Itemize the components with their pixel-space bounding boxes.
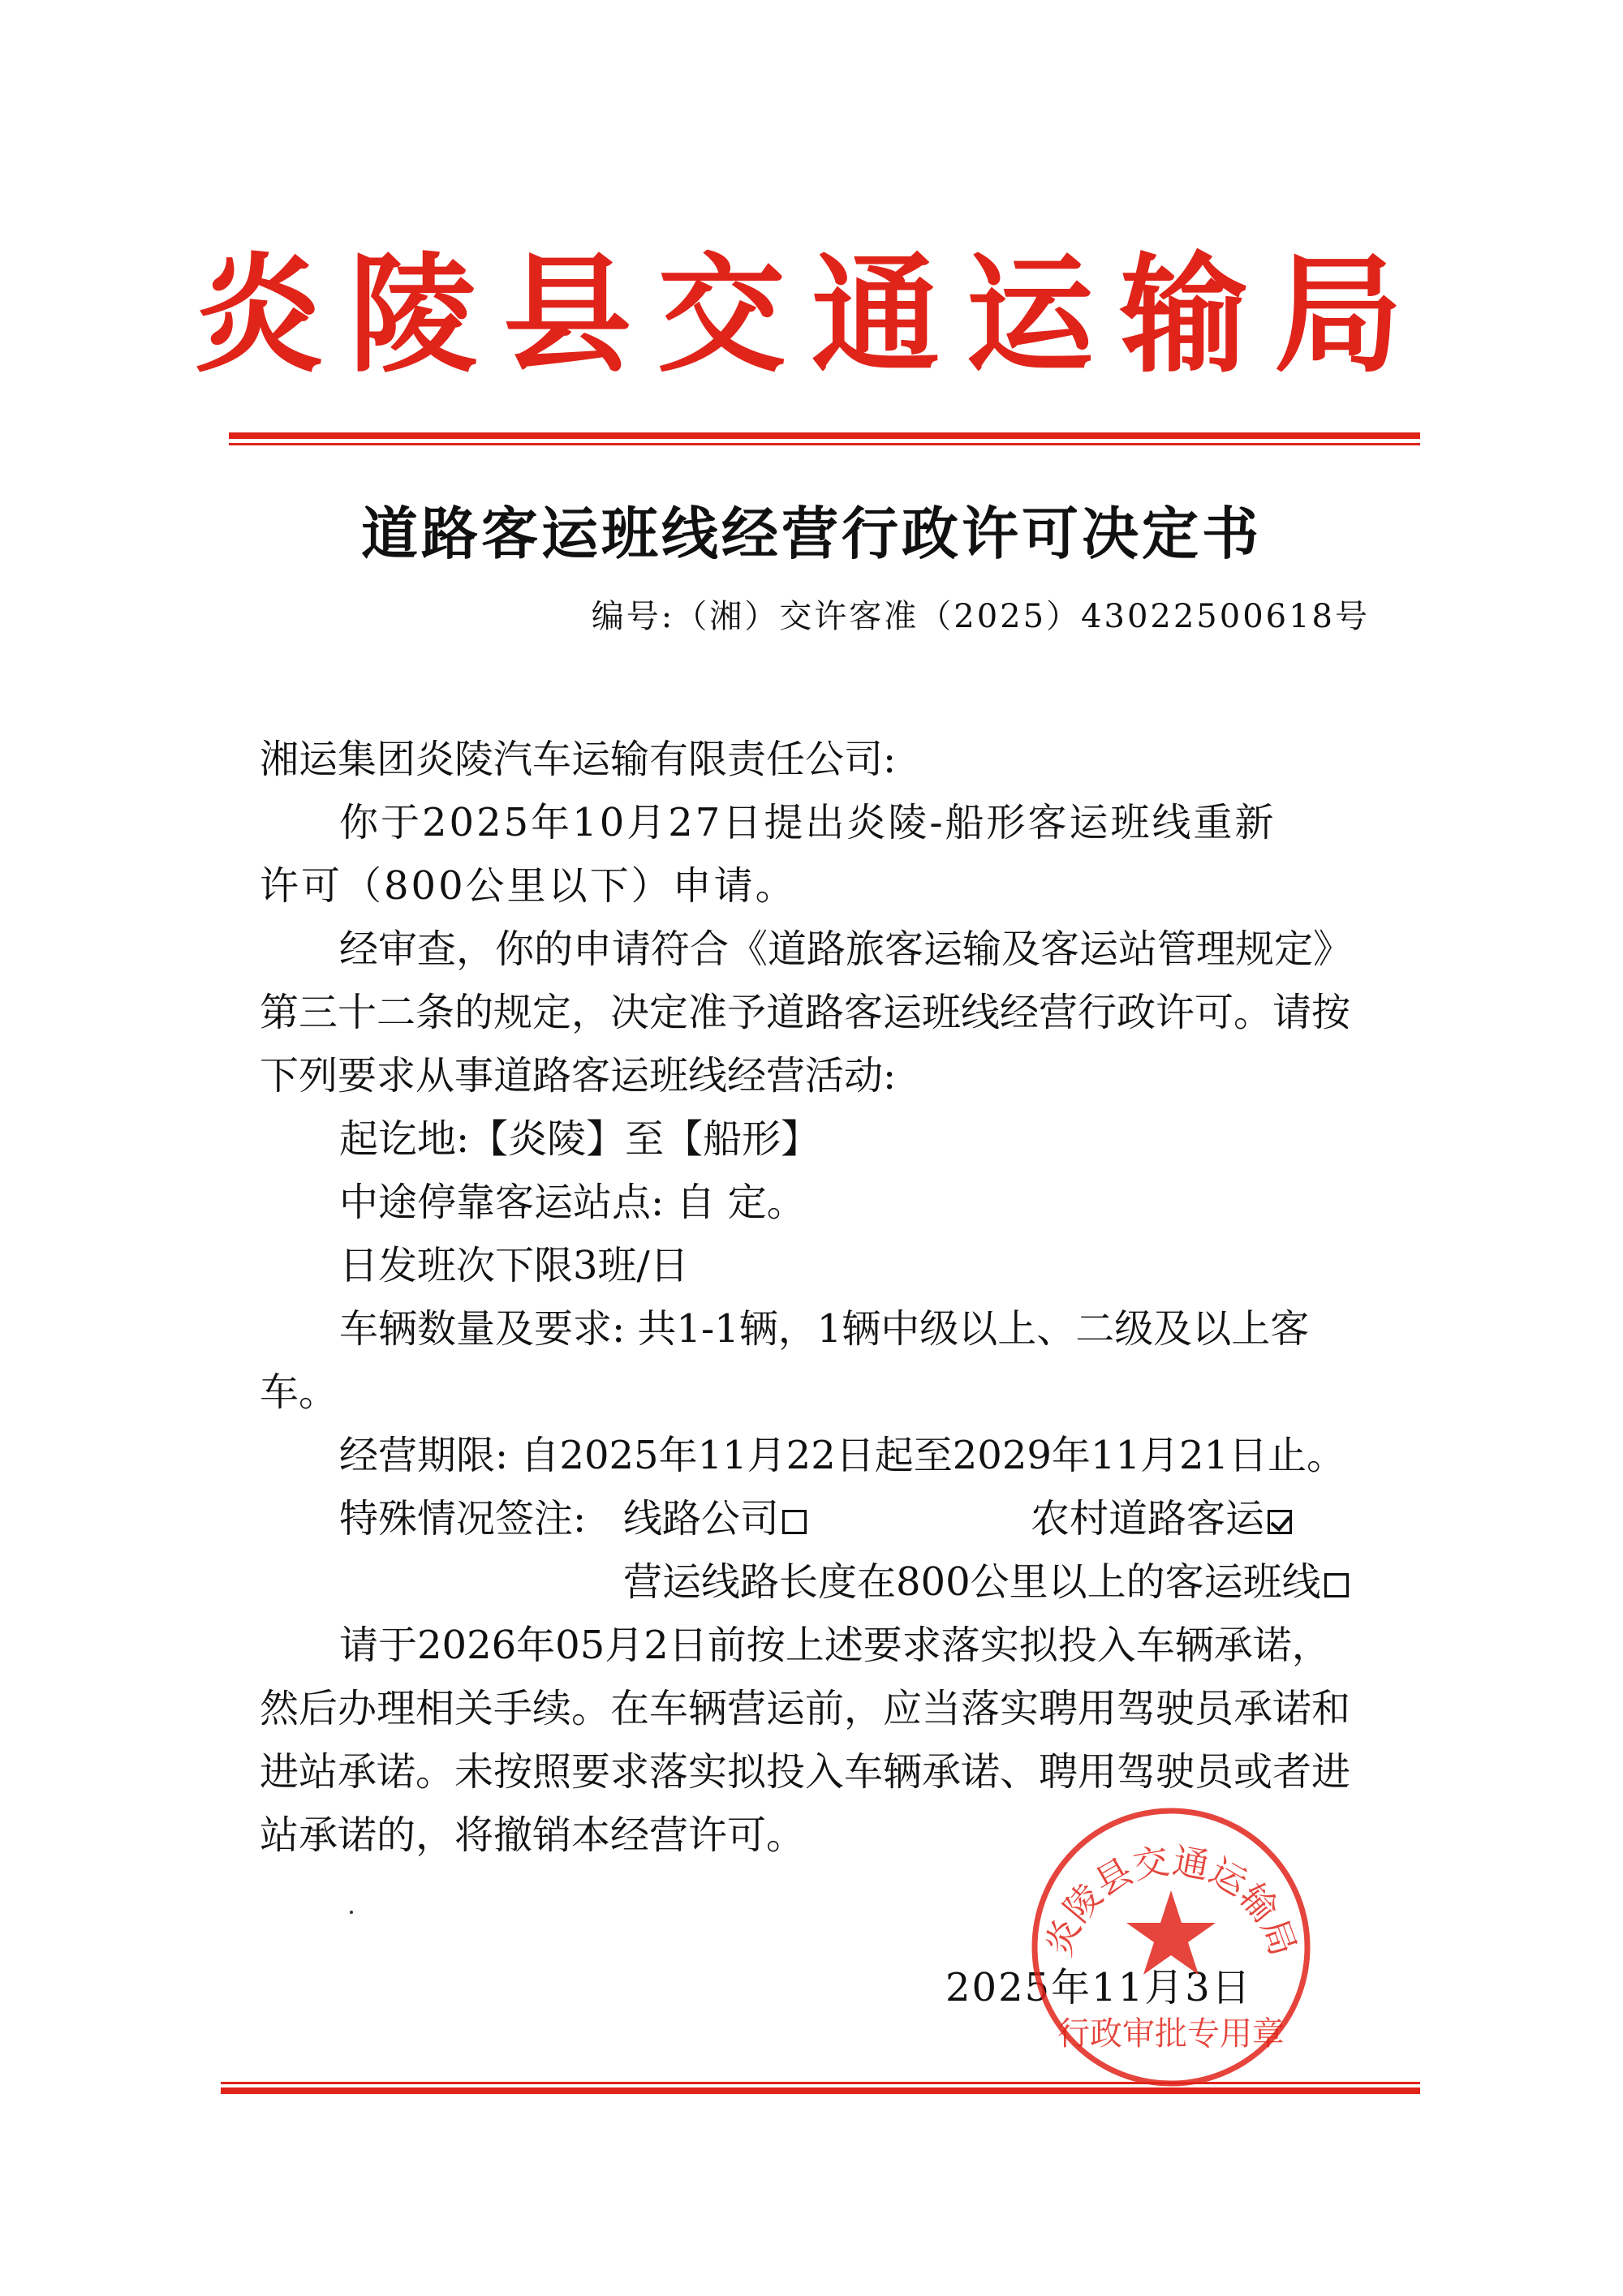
daily-trips: 日发班次下限3班/日: [339, 1243, 689, 1288]
vehicles-line-2: 车。: [260, 1369, 338, 1415]
unchecked-box-icon: [1324, 1573, 1349, 1597]
vehicles-line-1: 车辆数量及要求: 共1-1辆，1辆中级以上、二级及以上客: [339, 1306, 1310, 1352]
recipient-line: 湘运集团炎陵汽车运输有限责任公司:: [260, 737, 897, 782]
special-option-route-company: [623, 1496, 807, 1541]
special-option-rural-road: [1031, 1496, 1292, 1541]
official-seal-stamp: [1021, 1797, 1321, 2097]
origin-destination: 起讫地:【炎陵】至【船形】: [339, 1116, 820, 1162]
unchecked-box-icon: [782, 1510, 807, 1534]
paragraph-1-line-1: 你于2025年10月27日提出炎陵-船形客运班线重新: [339, 800, 1276, 845]
special-option-over-800km: [623, 1559, 1349, 1605]
special-option-label: 农村道路客运: [1031, 1496, 1265, 1541]
speck: [350, 1911, 353, 1914]
paragraph-3-line-2: 然后办理相关手续。在车辆营运前，应当落实聘用驾驶员承诺和: [260, 1686, 1351, 1731]
seal-purpose-text: 行政审批专用章: [1057, 2015, 1285, 2053]
intermediate-stops: 中途停靠客运站点: 自 定。: [339, 1180, 806, 1225]
document-number: 编号:（湘）交许客准（2025）43022500618号: [591, 598, 1370, 635]
paragraph-1-line-2: 许可（800公里以下）申请。: [260, 863, 797, 909]
checked-box-icon: [1268, 1510, 1292, 1534]
special-notes-label: 特殊情况签注:: [339, 1496, 587, 1541]
agency-header: 炎陵县交通运输局: [195, 240, 1428, 390]
paragraph-2-line-2: 第三十二条的规定，决定准予道路客运班线经营行政许可。请按: [260, 990, 1351, 1035]
operating-period: 经营期限: 自2025年11月22日起至2029年11月21日止。: [339, 1433, 1346, 1478]
paragraph-3-line-1: 请于2026年05月2日前按上述要求落实拟投入车辆承诺，: [339, 1623, 1331, 1668]
special-option-label: 营运线路长度在800公里以上的客运班线: [623, 1559, 1321, 1605]
paragraph-3-line-3: 进站承诺。未按照要求落实拟投入车辆承诺、聘用驾驶员或者进: [260, 1749, 1351, 1795]
star-icon: [1126, 1890, 1216, 1975]
document-title: 道路客运班线经营行政许可决定书: [361, 500, 1262, 567]
issue-date: 2025年11月3日: [945, 1965, 1252, 2010]
footer-rule-thin: [221, 2082, 1420, 2084]
footer-rule-thick: [221, 2087, 1420, 2094]
header-rule-thin: [229, 443, 1420, 445]
paragraph-3-line-4: 站承诺的，将撤销本经营许可。: [260, 1812, 806, 1858]
seal-agency-text: 炎陵县交通运输局: [1038, 1840, 1304, 1962]
paragraph-2-line-1: 经审查，你的申请符合《道路旅客运输及客运站管理规定》: [339, 927, 1353, 972]
special-option-label: 线路公司: [623, 1496, 780, 1541]
paragraph-2-line-3: 下列要求从事道路客运班线经营活动:: [260, 1053, 897, 1099]
header-rule-thick: [229, 432, 1420, 439]
